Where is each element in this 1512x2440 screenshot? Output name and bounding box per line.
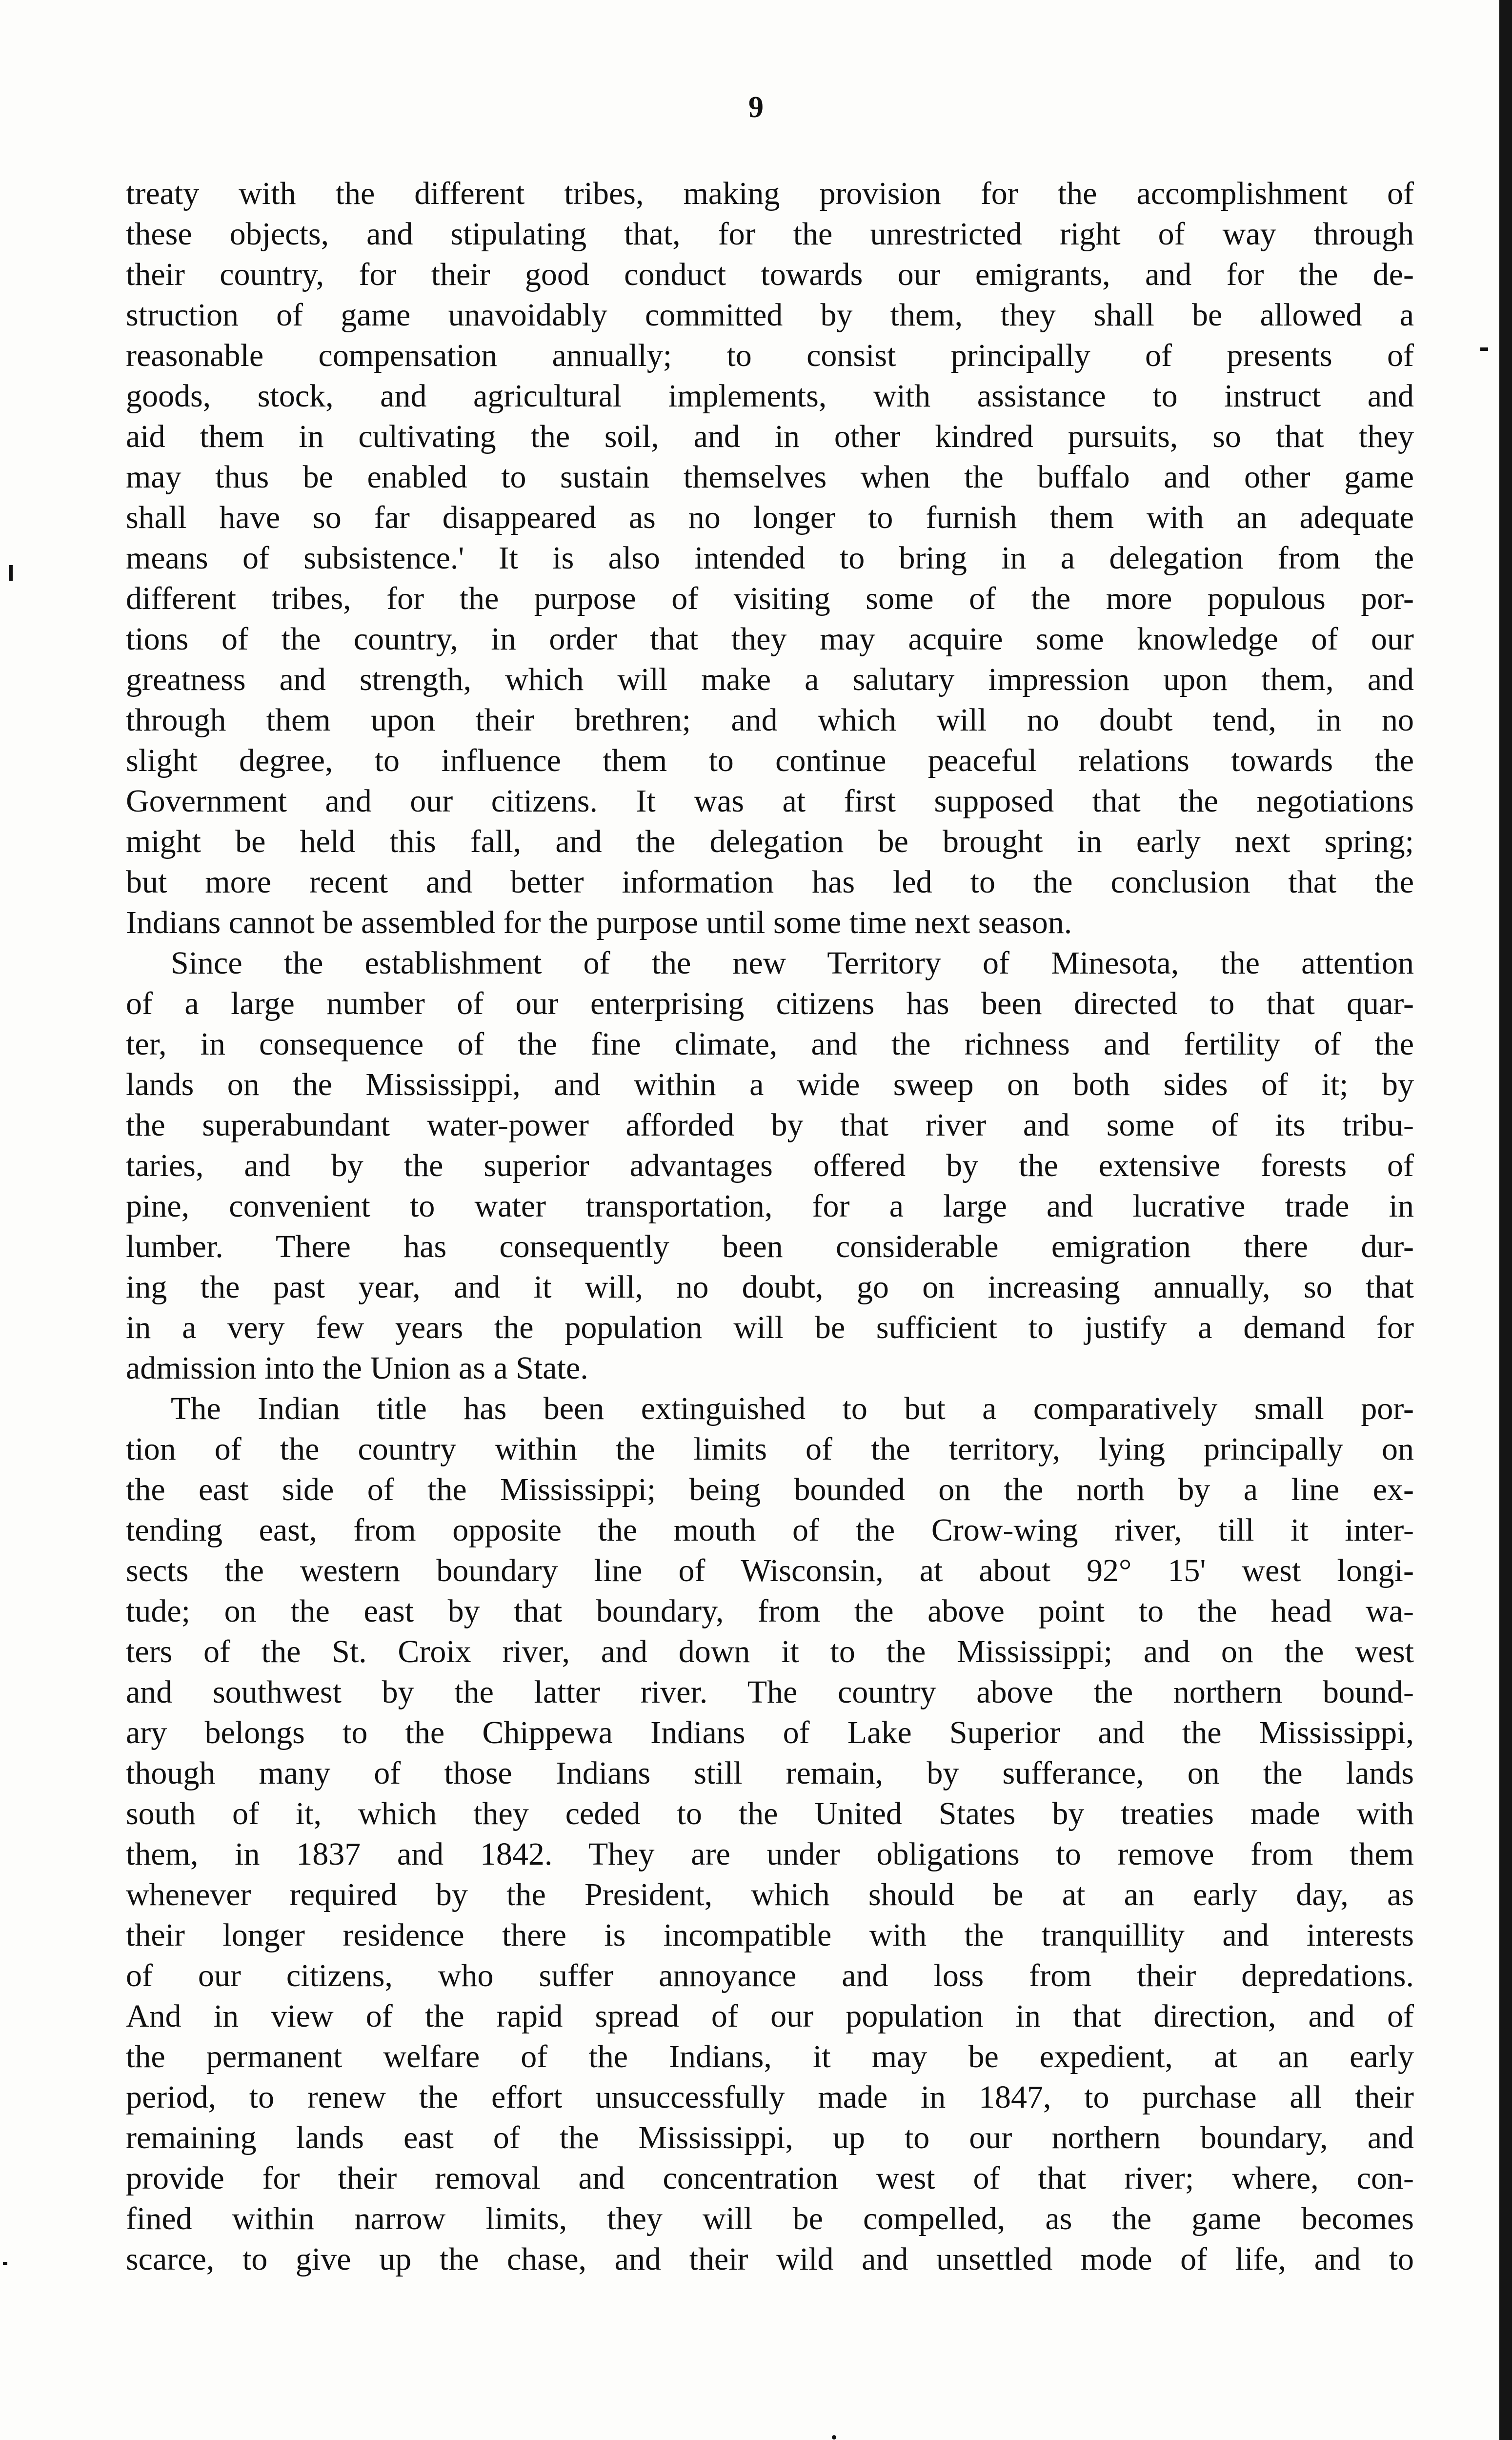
text-line: may thus be enabled to sustain themselves when the buffalo and other game bbox=[126, 459, 1414, 495]
text-line: goods, stock, and agricultural implements, with assistance to instruct and bbox=[126, 378, 1414, 414]
text-line: ter, in consequence of the fine climate, and the richness and fertility of the bbox=[126, 1026, 1414, 1062]
text-line: might be held this fall, and the delegation be brought in early next spring; bbox=[126, 824, 1414, 859]
text-line: tude; on the east by that boundary, from the above point to the head wa- bbox=[126, 1593, 1414, 1629]
text-line: different tribes, for the purpose of visiting some of the more populous por- bbox=[126, 581, 1414, 616]
text-line: treaty with the different tribes, making provision for the accomplishment of bbox=[126, 176, 1414, 211]
text-line: though many of those Indians still remain, by sufferance, on the lands bbox=[126, 1755, 1414, 1791]
body-text bbox=[126, 173, 1414, 2279]
text-line: their longer residence there is incompatible with the tranquillity and interests bbox=[126, 1917, 1414, 1953]
text-line: but more recent and better information has led to the conclusion that the bbox=[126, 864, 1414, 900]
text-line: reasonable compensation annually; to consist principally of presents of bbox=[126, 338, 1414, 373]
text-line: whenever required by the President, which should be at an early day, as bbox=[126, 1877, 1414, 1912]
text-line: And in view of the rapid spread of our population in that direction, and of bbox=[126, 1998, 1414, 2034]
margin-dash-mark bbox=[3, 2262, 7, 2265]
text-line: tending east, from opposite the mouth of the Crow-wing river, till it inter- bbox=[126, 1512, 1414, 1548]
page-edge-shadow bbox=[1499, 0, 1512, 2440]
text-line: remaining lands east of the Mississippi, up to our northern boundary, and bbox=[126, 2120, 1414, 2155]
text-line: aid them in cultivating the soil, and in other kindred pursuits, so that they bbox=[126, 419, 1414, 454]
text-line: greatness and strength, which will make a salutary impression upon them, and bbox=[126, 662, 1414, 697]
text-line: south of it, which they ceded to the United States by treaties made with bbox=[126, 1796, 1414, 1831]
page-number: 9 bbox=[748, 91, 764, 124]
text-line: the permanent welfare of the Indians, it may be expedient, at an early bbox=[126, 2039, 1414, 2074]
text-line: and southwest by the latter river. The country above the northern bound- bbox=[126, 1674, 1414, 1710]
text-line: tions of the country, in order that they may acquire some knowledge of our bbox=[126, 621, 1414, 657]
text-line: period, to renew the effort unsuccessfully made in 1847, to purchase all their bbox=[126, 2079, 1414, 2115]
text-line: slight degree, to influence them to continue peaceful relations towards the bbox=[126, 743, 1414, 778]
margin-dash-mark bbox=[1480, 347, 1488, 351]
text-line: pine, convenient to water transportation, for a large and lucrative trade in bbox=[126, 1188, 1414, 1224]
text-line: provide for their removal and concentration west of that river; where, con- bbox=[126, 2160, 1414, 2196]
text-line: these objects, and stipulating that, for the unrestricted right of way through bbox=[126, 216, 1414, 252]
paragraph-end-line: admission into the Union as a State. bbox=[126, 1350, 588, 1386]
text-line: tion of the country within the limits of the territory, lying principally on bbox=[126, 1431, 1414, 1467]
margin-bar-mark bbox=[9, 565, 13, 581]
text-line: them, in 1837 and 1842. They are under obligations to remove from them bbox=[126, 1836, 1414, 1872]
text-line: ing the past year, and it will, no doubt, go on increasing annually, so that bbox=[126, 1269, 1414, 1305]
text-line: ters of the St. Croix river, and down it to the Mississippi; and on the west bbox=[126, 1634, 1414, 1669]
text-line: the superabundant water-power afforded by that river and some of its tribu- bbox=[126, 1107, 1414, 1143]
text-line: Government and our citizens. It was at first supposed that the negotiations bbox=[126, 783, 1414, 819]
text-line: of our citizens, who suffer annoyance and loss from their depredations. bbox=[126, 1958, 1414, 1993]
text-line: of a large number of our enterprising citizens has been directed to that quar- bbox=[126, 986, 1414, 1021]
text-line: ary belongs to the Chippewa Indians of Lake Superior and the Mississippi, bbox=[126, 1715, 1414, 1750]
text-line: their country, for their good conduct towards our emigrants, and for the de- bbox=[126, 257, 1414, 292]
text-line: means of subsistence.' It is also intended to bring in a delegation from the bbox=[126, 540, 1414, 576]
paragraph-end-line: Indians cannot be assembled for the purpose until some time next season. bbox=[126, 905, 1072, 940]
text-line: lands on the Mississippi, and within a wide sweep on both sides of it; by bbox=[126, 1067, 1414, 1102]
text-line: struction of game unavoidably committed by them, they shall be allowed a bbox=[126, 297, 1414, 333]
text-line: fined within narrow limits, they will be compelled, as the game becomes bbox=[126, 2201, 1414, 2237]
ink-dot-mark bbox=[832, 2435, 836, 2440]
text-line: in a very few years the population will be sufficient to justify a demand for bbox=[126, 1310, 1414, 1345]
text-line: sects the western boundary line of Wisconsin, at about 92° 15' west longi- bbox=[126, 1553, 1414, 1588]
text-line: through them upon their brethren; and which will no doubt tend, in no bbox=[126, 702, 1414, 738]
text-line: taries, and by the superior advantages offered by the extensive forests of bbox=[126, 1148, 1414, 1183]
text-line: the east side of the Mississippi; being bounded on the north by a line ex- bbox=[126, 1472, 1414, 1507]
text-line: shall have so far disappeared as no longer to furnish them with an adequate bbox=[126, 500, 1414, 535]
text-line: scarce, to give up the chase, and their wild and unsettled mode of life, and to bbox=[126, 2241, 1414, 2277]
paragraph-start-line: Since the establishment of the new Territory of Minesota, the attention bbox=[171, 945, 1414, 981]
paragraph-start-line: The Indian title has been extinguished to but a comparatively small por- bbox=[171, 1391, 1414, 1426]
text-line: lumber. There has consequently been considerable emigration there dur- bbox=[126, 1229, 1414, 1264]
